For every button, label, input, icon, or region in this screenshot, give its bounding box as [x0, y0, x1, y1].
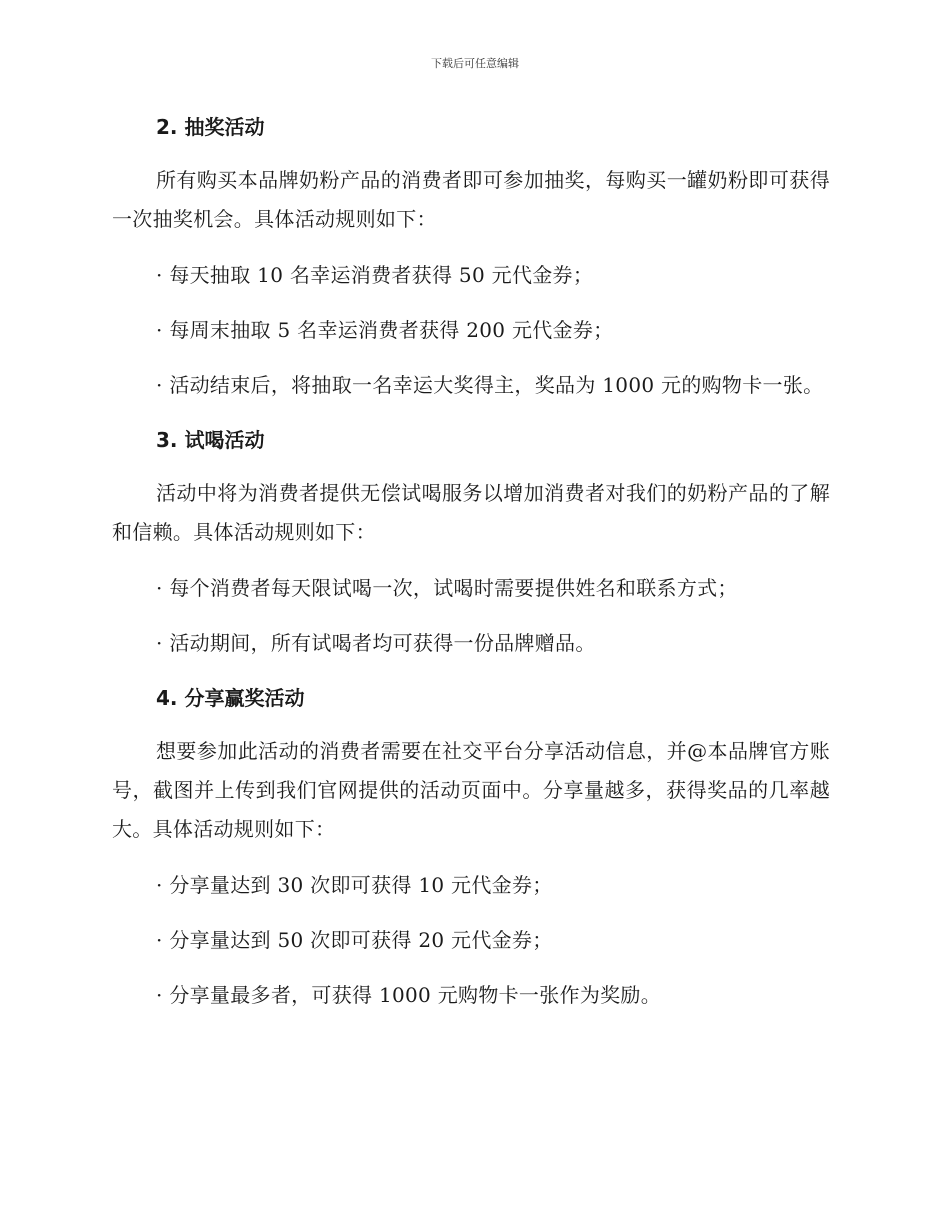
section-heading: 2. 抽奖活动	[156, 115, 265, 139]
section-heading: 4. 分享赢奖活动	[156, 686, 305, 710]
section-heading: 3. 试喝活动	[156, 428, 265, 452]
rule-item: · 分享量达到 30 次即可获得 10 元代金券；	[156, 873, 553, 897]
header-note: 下载后可任意编辑	[431, 57, 519, 70]
rule-item: · 分享量达到 50 次即可获得 20 元代金券；	[156, 928, 553, 952]
rule-item: · 每周末抽取 5 名幸运消费者获得 200 元代金券；	[156, 318, 614, 342]
section-share	[112, 679, 830, 1015]
rule-item: · 活动结束后，将抽取一名幸运大奖得主，奖品为 1000 元的购物卡一张。	[156, 373, 824, 397]
section-intro: 所有购买本品牌奶粉产品的消费者即可参加抽奖，每购买一罐奶粉即可获得一次抽奖机会。具体活动规则如下：	[112, 168, 830, 231]
section-intro: 想要参加此活动的消费者需要在社交平台分享活动信息，并@本品牌官方账号，截图并上传到我们官网提供的活动页面中。分享量越多，获得奖品的几率越大。具体活动规则如下：	[112, 739, 830, 841]
rule-item: · 每天抽取 10 名幸运消费者获得 50 元代金券；	[156, 263, 594, 287]
rule-item: · 每个消费者每天限试喝一次，试喝时需要提供姓名和联系方式；	[156, 576, 738, 600]
document-body	[112, 108, 830, 1031]
section-tasting	[112, 421, 830, 663]
rule-item: · 分享量最多者，可获得 1000 元购物卡一张作为奖励。	[156, 983, 662, 1007]
section-intro: 活动中将为消费者提供无偿试喝服务以增加消费者对我们的奶粉产品的了解和信赖。具体活动规则如下：	[112, 481, 830, 544]
section-lottery	[112, 108, 830, 405]
rule-item: · 活动期间，所有试喝者均可获得一份品牌赠品。	[156, 631, 596, 655]
